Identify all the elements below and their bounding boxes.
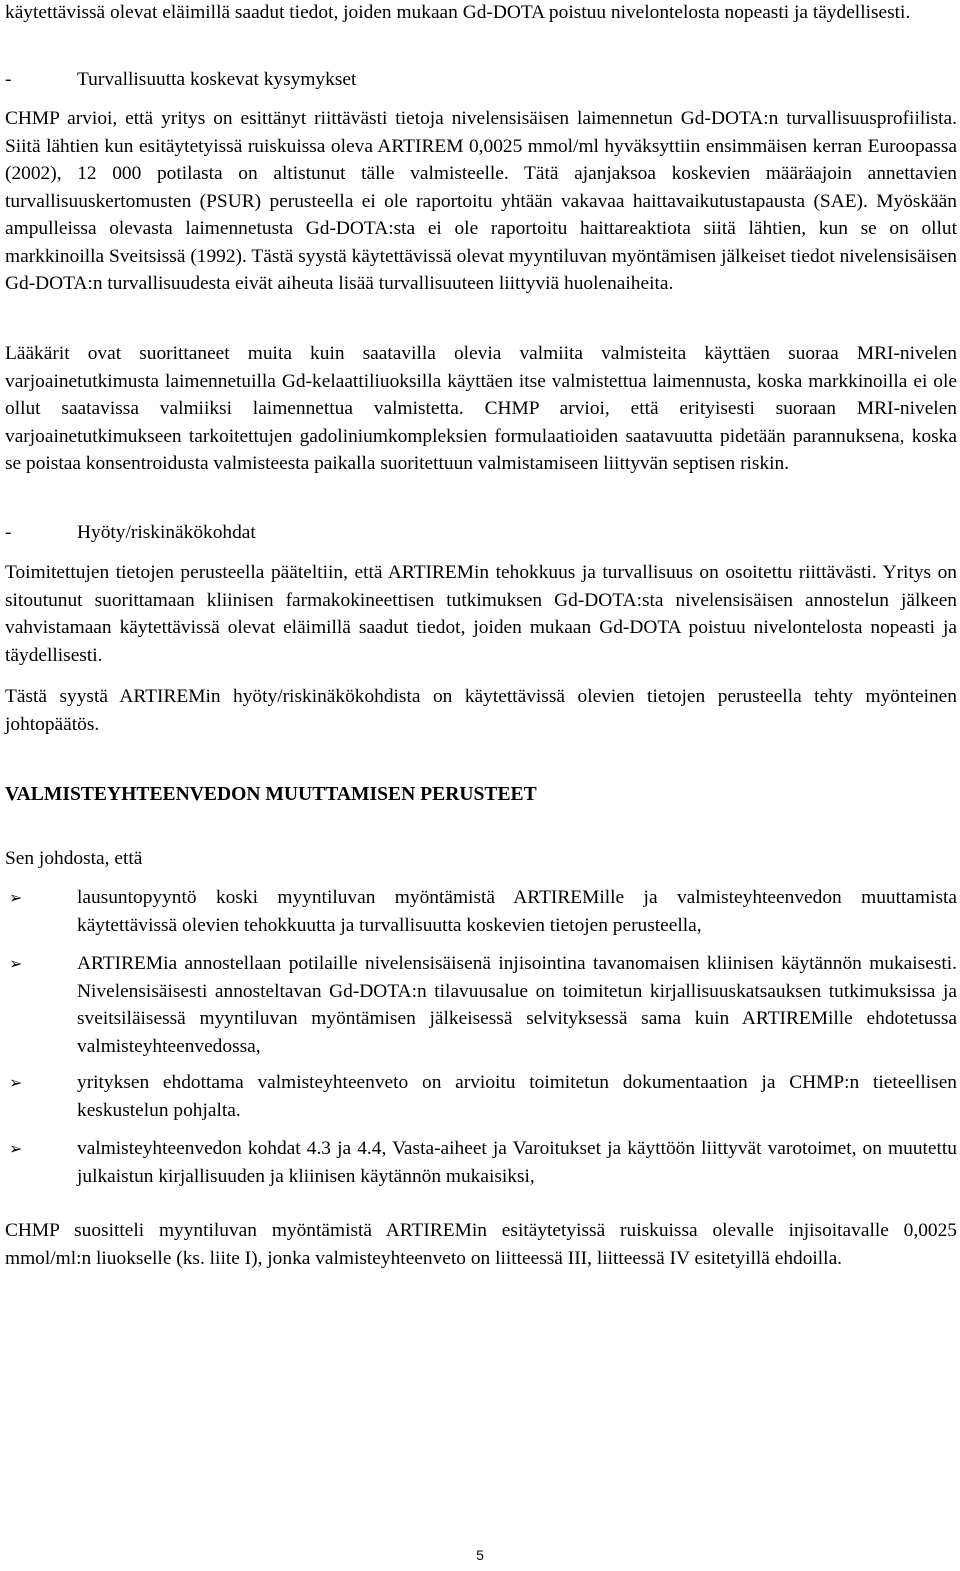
grounds-list [5,950,957,1060]
safety-paragraph: CHMP arvioi, että yritys on esittänyt riittävästi tietoja nivelensisäisen laimennetun Gd-DOTA:n turvallisuusprofiilista. Siitä lähtien kun esitäytetyissä ruiskuissa oleva ARTIREM 0,0025 mmol/ml hyväksyttiin ensimmäisen kerran Euroopassa (2002), 12 000 potilasta on altistunut tälle valmisteelle. Tätä ajanjaksoa koskevien määräajoin annettavien turvallisuuskertomusten (PSUR) perusteella ei ole raportoitu yhtään vakavaa haittavaikutustapausta (SAE). Myöskään ampulleissa olevasta laimennetusta Gd-DOTA:sta ei ole raportoitu haittareaktiota siitä lähtien, kun se on ollut markkinoilla Sveitsissä (1992). Tästä syystä käytettävissä olevat myyntiluvan myöntämisen jälkeiset tiedot nivelensisäisen Gd-DOTA:n turvallisuudesta eivät aiheuta lisää turvallisuuteen liittyviä huolenaiheita. [5,108,957,294]
arrowhead-bullet-icon: ➢ [9,954,23,973]
recommendation-paragraph: CHMP suositteli myyntiluvan myöntämistä ARTIREMin esitäytetyissä ruiskuissa olevalle injisoitavalle 0,0025 mmol/ml:n liuokselle (ks. liite I), jonka valmisteyhteenveto on liitteessä III, liitteessä IV esitetyillä ehdoilla. [5,1220,957,1269]
paragraph-continuation: käytettävissä olevat eläimillä saadut tiedot, joiden mukaan Gd-DOTA poistuu nivelontelosta nopeasti ja täydellisesti. [5,2,911,23]
list-item [5,884,957,939]
benefit-risk-subheading [5,519,957,547]
grounds-list [5,1135,957,1190]
section-title: VALMISTEYHTEENVEDON MUUTTAMISEN PERUSTEET [5,784,537,805]
subheading-label: Turvallisuutta koskevat kysymykset [77,69,357,90]
benefit-risk-conclusion: Tästä syystä ARTIREMin hyöty/riskinäkökohdista on käytettävissä olevien tietojen perusteella tehty myönteinen johtopäätös. [5,686,957,735]
arrowhead-bullet-icon: ➢ [9,888,23,907]
list-item-text: ARTIREMia annostellaan potilaille nivelensisäisenä injisointina tavanomaisen kliinisen käytännön mukaisesti. Nivelensisäisesti annosteltavan Gd-DOTA:n tilavuusalue on toimitetun kirjallisuuskatsauksen tutkimuksissa ja sveitsiläisessä myyntiluvan myöntämisen jälkeisessä selvityksessä sama kuin ARTIREMille ehdotetussa valmisteyhteenvedossa, [77,953,957,1057]
subheading-label: Hyöty/riskinäkökohdat [77,522,256,543]
intro-line: Sen johdosta, että [5,848,143,869]
conclusion-paragraph: Toimitettujen tietojen perusteella pääteltiin, että ARTIREMin tehokkuus ja turvallisuus on osoitettu riittävästi. Yritys on sitoutunut suorittamaan kliinisen farmakokineettisen tutkimuksen Gd-DOTA:sta nivelensisäisen annostelun jälkeen vahvistamaan käytettävissä olevat eläimillä saadut tiedot, joiden mukaan Gd-DOTA poistuu nivelontelosta nopeasti ja täydellisesti. [5,562,957,666]
list-item [5,1135,957,1190]
subheading-dash: - [5,522,12,543]
list-item-text: valmisteyhteenvedon kohdat 4.3 ja 4.4, Vasta-aiheet ja Varoitukset ja käyttöön liittyvät varotoimet, on muutettu julkaistun kirjallisuuden ja kliinisen käytännön mukaisiksi, [77,1138,957,1187]
list-item-text: lausuntopyyntö koski myyntiluvan myöntämistä ARTIREMille ja valmisteyhteenvedon muuttamista käytettävissä olevien tehokkuutta ja turvallisuutta koskevien tietojen perusteella, [77,887,957,936]
list-item [5,950,957,1060]
arrowhead-bullet-icon: ➢ [9,1139,23,1158]
subheading-dash: - [5,69,12,90]
safety-subheading [5,66,957,94]
arrowhead-bullet-icon: ➢ [9,1073,23,1092]
list-item-text: yrityksen ehdottama valmisteyhteenveto on arvioitu toimitetun dokumentaation ja CHMP:n tieteellisen keskustelun pohjalta. [77,1072,957,1121]
grounds-list [5,884,957,939]
grounds-list [5,1069,957,1124]
list-item [5,1069,957,1124]
mri-paragraph: Lääkärit ovat suorittaneet muita kuin saatavilla olevia valmiita valmisteita käyttäen suoraa MRI-nivelen varjoainetutkimusta laimennetuilla Gd-kelaattiliuoksilla käyttäen itse valmistettua laimennusta, koska markkinoilla ei ole ollut saatavissa valmiiksi laimennettua valmistetta. CHMP arvioi, että erityisesti suoraan MRI-nivelen varjoainetutkimukseen tarkoitettujen gadoliniumkompleksien formulaatioiden saatavuutta pidetään parannuksena, koska se poistaa konsentroidusta valmisteesta paikalla suoritettuun valmistamiseen liittyvän septisen riskin. [5,343,957,474]
page-number: 5 [476,1547,484,1563]
